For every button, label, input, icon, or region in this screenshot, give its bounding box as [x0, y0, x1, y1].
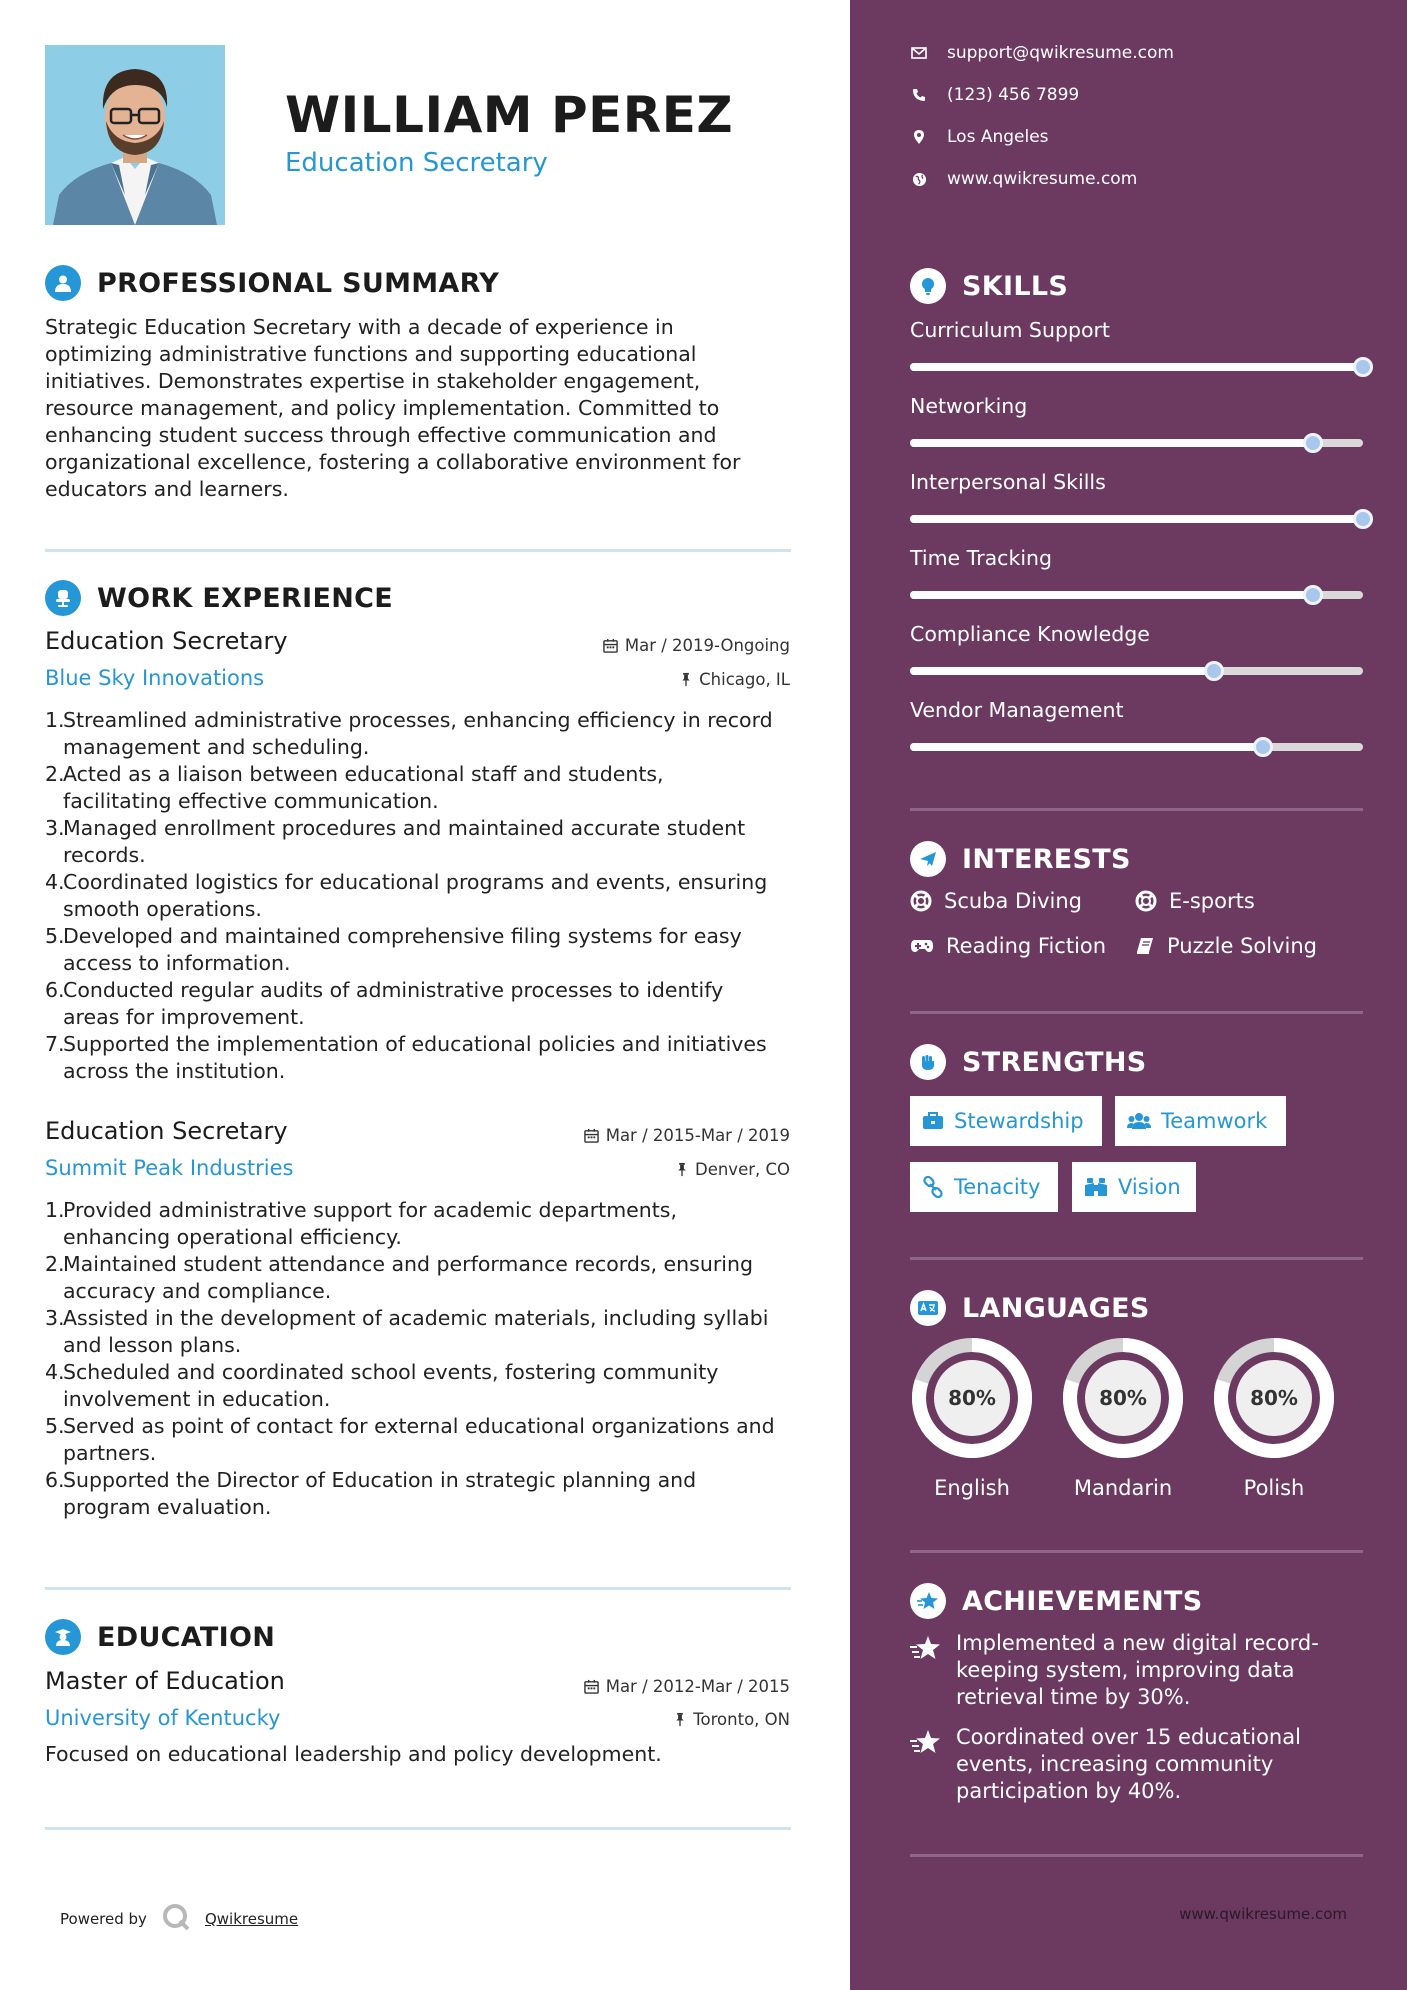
summary-line: initiatives. Demonstrates expertise in stakeholder engagement, [45, 369, 701, 393]
section-divider [45, 1587, 791, 1590]
binoculars-icon [1084, 1177, 1108, 1197]
bullet-line: access to information. [63, 951, 291, 975]
calendar-icon [584, 1128, 599, 1143]
skill-level-knob [1353, 357, 1373, 377]
job-location [680, 670, 790, 689]
book-icon [1135, 936, 1155, 956]
section-divider [45, 549, 791, 552]
interest-label: Reading Fiction [946, 934, 1107, 958]
language-item [1212, 1336, 1336, 1500]
briefcase-icon [922, 1112, 944, 1130]
bullet-line: smooth operations. [63, 897, 262, 921]
pin-icon [676, 1162, 688, 1177]
language-percent: 80% [1250, 1386, 1298, 1410]
bullet-item [45, 1197, 790, 1251]
interest-item [910, 889, 1082, 913]
bullet-line: Maintained student attendance and performance records, ensuring [63, 1252, 753, 1276]
summary-line: resource management, and policy implementation. Committed to [45, 396, 720, 420]
candidate-title: Education Secretary [285, 148, 548, 178]
lifebuoy-icon [1135, 890, 1157, 912]
bullet-item [45, 1305, 790, 1359]
skill-bar [910, 439, 1363, 447]
map-pin-icon [910, 128, 928, 146]
bullet-number: 1. [45, 708, 65, 732]
skill-name: Networking [910, 394, 1028, 418]
skill-level-knob [1253, 737, 1273, 757]
achievements-heading [910, 1583, 1203, 1619]
bullet-number: 6. [45, 978, 65, 1002]
footer-website[interactable]: www.qwikresume.com [1179, 1905, 1347, 1923]
bullet-item [45, 869, 790, 923]
users-icon [1127, 1112, 1151, 1130]
bullet-line: Developed and maintained comprehensive filing systems for easy [63, 924, 742, 948]
skill-bar-fill [910, 667, 1214, 675]
powered-by [60, 1902, 298, 1936]
achievement-line: participation by 40%. [956, 1779, 1182, 1803]
language-item [910, 1336, 1034, 1500]
bullet-number: 3. [45, 816, 65, 840]
bullet-line: facilitating effective communication. [63, 789, 439, 813]
contact-phone-text: (123) 456 7899 [947, 85, 1080, 105]
chair-icon [45, 580, 81, 616]
bullet-item [45, 761, 790, 815]
interests-heading [910, 841, 1131, 877]
section-divider [910, 1854, 1363, 1857]
paper-plane-icon [910, 841, 946, 877]
bullet-line: across the institution. [63, 1059, 286, 1083]
interest-label: E-sports [1169, 889, 1255, 913]
bullet-item [45, 1413, 790, 1467]
degree-title: Master of Education [45, 1667, 285, 1695]
achievement-line: Implemented a new digital record- [956, 1631, 1319, 1655]
language-ring [1061, 1336, 1185, 1460]
translate-icon [910, 1290, 946, 1326]
job-dates [584, 1126, 790, 1145]
achievement-item [910, 1724, 1340, 1805]
skill-name: Curriculum Support [910, 318, 1110, 342]
education-location-text: Toronto, ON [693, 1710, 790, 1729]
skill-name: Interpersonal Skills [910, 470, 1106, 494]
bullet-line: partners. [63, 1441, 157, 1465]
strength-label: Vision [1118, 1175, 1181, 1199]
bullet-item [45, 923, 790, 977]
job-location-text: Denver, CO [694, 1160, 790, 1179]
skill-bar-fill [910, 439, 1313, 447]
job-company: Blue Sky Innovations [45, 666, 265, 690]
bullet-item [45, 977, 790, 1031]
section-divider [910, 1257, 1363, 1260]
skill-bar-fill [910, 591, 1313, 599]
pin-icon [680, 672, 692, 687]
bullet-number: 2. [45, 1252, 65, 1276]
summary-line: organizational excellence, fostering a collaborative environment for [45, 450, 741, 474]
bullet-line: Acted as a liaison between educational staff and students, [63, 762, 664, 786]
job-bullets [45, 707, 790, 1085]
sidebar [850, 0, 1407, 1990]
skills-title: SKILLS [962, 270, 1069, 302]
strength-label: Teamwork [1161, 1109, 1268, 1133]
phone-icon [910, 86, 928, 104]
achievement-item [910, 1630, 1340, 1711]
skill-level-knob [1353, 509, 1373, 529]
gamepad-icon [910, 938, 934, 954]
globe-icon [910, 170, 928, 188]
bullet-line: and lesson plans. [63, 1333, 242, 1357]
star-icon [910, 1728, 942, 1756]
skill-level-knob [1303, 433, 1323, 453]
bullet-line: management and scheduling. [63, 735, 370, 759]
bullet-number: 5. [45, 1414, 65, 1438]
job-bullets [45, 1197, 790, 1521]
envelope-icon [910, 44, 928, 62]
star-icon [910, 1634, 942, 1662]
bullet-item [45, 707, 790, 761]
bullet-line: enhancing operational efficiency. [63, 1225, 402, 1249]
user-icon [45, 265, 81, 301]
job-company: Summit Peak Industries [45, 1156, 294, 1180]
job-title: Education Secretary [45, 1117, 288, 1145]
bullet-number: 4. [45, 1360, 65, 1384]
experience-heading [45, 580, 393, 616]
job-dates-text: Mar / 2015-Mar / 2019 [605, 1126, 790, 1145]
candidate-name: WILLIAM PEREZ [285, 86, 734, 144]
achievement-line: Coordinated over 15 educational [956, 1725, 1301, 1749]
skill-bar [910, 363, 1363, 371]
education-title: EDUCATION [97, 1621, 276, 1653]
language-percent: 80% [1099, 1386, 1147, 1410]
bullet-item [45, 1467, 790, 1521]
calendar-icon [603, 638, 618, 653]
qwikresume-logo-icon [161, 1902, 191, 1936]
bullet-line: Provided administrative support for academic departments, [63, 1198, 678, 1222]
skill-name: Compliance Knowledge [910, 622, 1150, 646]
link-icon [922, 1176, 944, 1198]
interest-item [1135, 934, 1317, 958]
job-dates [603, 636, 790, 655]
strength-tag [910, 1096, 1102, 1146]
skill-bar [910, 743, 1363, 751]
profile-photo [45, 45, 225, 225]
summary-line: educators and learners. [45, 477, 289, 501]
skill-name: Vendor Management [910, 698, 1124, 722]
language-name: English [934, 1476, 1010, 1500]
bullet-line: Coordinated logistics for educational programs and events, ensuring [63, 870, 768, 894]
graduate-icon [45, 1619, 81, 1655]
bullet-line: Supported the implementation of educational policies and initiatives [63, 1032, 767, 1056]
skill-name: Time Tracking [910, 546, 1053, 570]
education-heading [45, 1619, 275, 1655]
bullet-line: accuracy and compliance. [63, 1279, 332, 1303]
bullet-number: 6. [45, 1468, 65, 1492]
bullet-number: 2. [45, 762, 65, 786]
lightbulb-icon [910, 268, 946, 304]
section-divider [910, 1550, 1363, 1553]
skill-bar-fill [910, 515, 1363, 523]
bullet-line: Streamlined administrative processes, enhancing efficiency in record [63, 708, 773, 732]
summary-title: PROFESSIONAL SUMMARY [97, 267, 500, 299]
skill-bar-fill [910, 363, 1363, 371]
bullet-item [45, 1251, 790, 1305]
bullet-line: Assisted in the development of academic materials, including syllabi [63, 1306, 769, 1330]
strength-tag [1072, 1162, 1196, 1212]
job-location [676, 1160, 790, 1179]
section-divider [45, 1827, 791, 1830]
bullet-line: records. [63, 843, 146, 867]
languages-heading [910, 1290, 1150, 1326]
achievement-line: retrieval time by 30%. [956, 1685, 1191, 1709]
language-ring [1212, 1336, 1336, 1460]
contact-location-text: Los Angeles [947, 127, 1049, 147]
job-location-text: Chicago, IL [699, 670, 790, 689]
strengths-title: STRENGTHS [962, 1046, 1147, 1078]
education-dates [584, 1677, 790, 1696]
bullet-line: program evaluation. [63, 1495, 272, 1519]
star-badge-icon [910, 1583, 946, 1619]
skill-level-knob [1204, 661, 1224, 681]
language-item [1061, 1336, 1185, 1500]
skill-bar [910, 591, 1363, 599]
strength-label: Stewardship [954, 1109, 1084, 1133]
fist-icon [910, 1044, 946, 1080]
summary-line: Strategic Education Secretary with a decade of experience in [45, 315, 674, 339]
bullet-line: areas for improvement. [63, 1005, 305, 1029]
summary-heading [45, 265, 499, 301]
interests-title: INTERESTS [962, 843, 1131, 875]
contact-email[interactable] [910, 43, 1174, 63]
contact-phone[interactable] [910, 85, 1079, 105]
language-ring [910, 1336, 1034, 1460]
experience-title: WORK EXPERIENCE [97, 582, 393, 614]
bullet-number: 1. [45, 1198, 65, 1222]
bullet-number: 5. [45, 924, 65, 948]
bullet-number: 4. [45, 870, 65, 894]
language-name: Mandarin [1073, 1476, 1173, 1500]
section-divider [910, 808, 1363, 811]
strength-label: Tenacity [954, 1175, 1041, 1199]
bullet-line: Supported the Director of Education in strategic planning and [63, 1468, 697, 1492]
pin-icon [674, 1712, 686, 1727]
job-dates-text: Mar / 2019-Ongoing [624, 636, 790, 655]
calendar-icon [584, 1679, 599, 1694]
job-title: Education Secretary [45, 627, 288, 655]
skills-heading [910, 268, 1068, 304]
school-name: University of Kentucky [45, 1706, 281, 1730]
education-description: Focused on educational leadership and policy development. [45, 1742, 662, 1766]
language-percent: 80% [948, 1386, 996, 1410]
language-name: Polish [1243, 1476, 1305, 1500]
qwikresume-link[interactable]: Qwikresume [204, 1910, 299, 1928]
achievement-line: events, increasing community [956, 1752, 1274, 1776]
education-location [674, 1710, 790, 1729]
interest-label: Puzzle Solving [1167, 934, 1317, 958]
languages-title: LANGUAGES [962, 1292, 1150, 1324]
summary-line: optimizing administrative functions and supporting educational [45, 342, 697, 366]
strengths-heading [910, 1044, 1147, 1080]
bullet-number: 3. [45, 1306, 65, 1330]
interest-item [1135, 889, 1255, 913]
interest-item [910, 934, 1106, 958]
strength-tag [1115, 1096, 1286, 1146]
section-divider [910, 1011, 1363, 1014]
achievement-line: keeping system, improving data [956, 1658, 1295, 1682]
bullet-number: 7. [45, 1032, 65, 1056]
bullet-item [45, 1031, 790, 1085]
powered-by-text: Powered by [60, 1910, 147, 1928]
bullet-line: involvement in education. [63, 1387, 331, 1411]
bullet-line: Served as point of contact for external educational organizations and [63, 1414, 775, 1438]
bullet-line: Managed enrollment procedures and maintained accurate student [63, 816, 746, 840]
bullet-line: Scheduled and coordinated school events, fostering community [63, 1360, 719, 1384]
contact-website-text: www.qwikresume.com [947, 169, 1138, 189]
contact-location [910, 127, 1049, 147]
bullet-item [45, 1359, 790, 1413]
lifebuoy-icon [910, 890, 932, 912]
skill-level-knob [1303, 585, 1323, 605]
strength-tag [910, 1162, 1058, 1212]
bullet-item [45, 815, 790, 869]
skill-bar-fill [910, 743, 1263, 751]
skill-bar [910, 515, 1363, 523]
summary-text [45, 314, 785, 503]
contact-website[interactable] [910, 169, 1137, 189]
contact-email-text: support@qwikresume.com [947, 43, 1174, 63]
interest-label: Scuba Diving [944, 889, 1082, 913]
achievements-title: ACHIEVEMENTS [962, 1585, 1203, 1617]
summary-line: enhancing student success through effective communication and [45, 423, 717, 447]
bullet-line: Conducted regular audits of administrative processes to identify [63, 978, 724, 1002]
skill-bar [910, 667, 1363, 675]
education-dates-text: Mar / 2012-Mar / 2015 [605, 1677, 790, 1696]
